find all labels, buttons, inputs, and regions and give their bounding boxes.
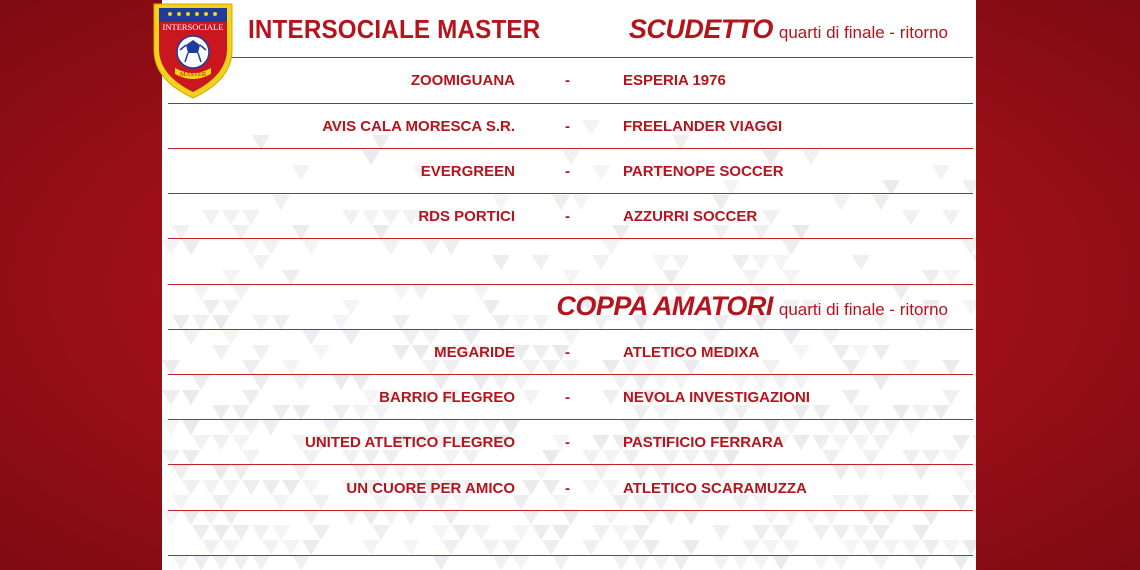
- match-row: [168, 149, 973, 194]
- logo-text-top: INTERSOCIALE: [162, 22, 224, 32]
- home-team: UN CUORE PER AMICO: [346, 480, 515, 497]
- match-row: [168, 104, 973, 149]
- away-team: NEVOLA INVESTIGAZIONI: [623, 389, 810, 406]
- away-team: AZZURRI SOCCER: [623, 208, 758, 225]
- intersociale-master-logo: [150, 0, 236, 100]
- away-team: FREELANDER VIAGGI: [623, 118, 783, 135]
- match-separator: -: [565, 163, 570, 180]
- home-team: ZOOMIGUANA: [410, 72, 515, 89]
- section-name: COPPA AMATORI: [556, 291, 773, 321]
- match-separator: -: [565, 72, 570, 89]
- match-row: [168, 375, 973, 420]
- section-header-coppa-amatori: [556, 291, 948, 322]
- home-team: AVIS CALA MORESCA S.R.: [322, 118, 515, 135]
- away-team: ATLETICO MEDIXA: [623, 344, 760, 361]
- away-team: ATLETICO SCARAMUZZA: [623, 480, 807, 497]
- page-title: INTERSOCIALE MASTER: [248, 14, 541, 44]
- section-subtitle: quarti di finale - ritorno: [778, 23, 948, 42]
- home-team: RDS PORTICI: [418, 208, 515, 225]
- match-row: [168, 58, 973, 103]
- match-row: [168, 466, 973, 511]
- home-team: UNITED ATLETICO FLEGREO: [305, 434, 515, 451]
- home-team: BARRIO FLEGREO: [379, 389, 515, 406]
- away-team: ESPERIA 1976: [623, 72, 726, 89]
- match-row: [168, 194, 973, 239]
- match-separator: -: [565, 118, 570, 135]
- section-subtitle: quarti di finale - ritorno: [778, 300, 948, 319]
- match-separator: -: [565, 344, 570, 361]
- match-row: [168, 330, 973, 375]
- divider: [168, 555, 973, 556]
- match-separator: -: [565, 389, 570, 406]
- away-team: PASTIFICIO FERRARA: [623, 434, 784, 451]
- home-team: MEGARIDE: [434, 344, 515, 361]
- section-name: SCUDETTO: [628, 14, 773, 44]
- match-row: [168, 420, 973, 465]
- match-separator: -: [565, 434, 570, 451]
- divider: [168, 284, 973, 285]
- match-separator: -: [565, 480, 570, 497]
- section-header-scudetto: [629, 14, 948, 45]
- logo-text-bottom: MASTER: [179, 71, 207, 78]
- home-team: EVERGREEN: [420, 163, 515, 180]
- away-team: PARTENOPE SOCCER: [623, 163, 784, 180]
- match-separator: -: [565, 208, 570, 225]
